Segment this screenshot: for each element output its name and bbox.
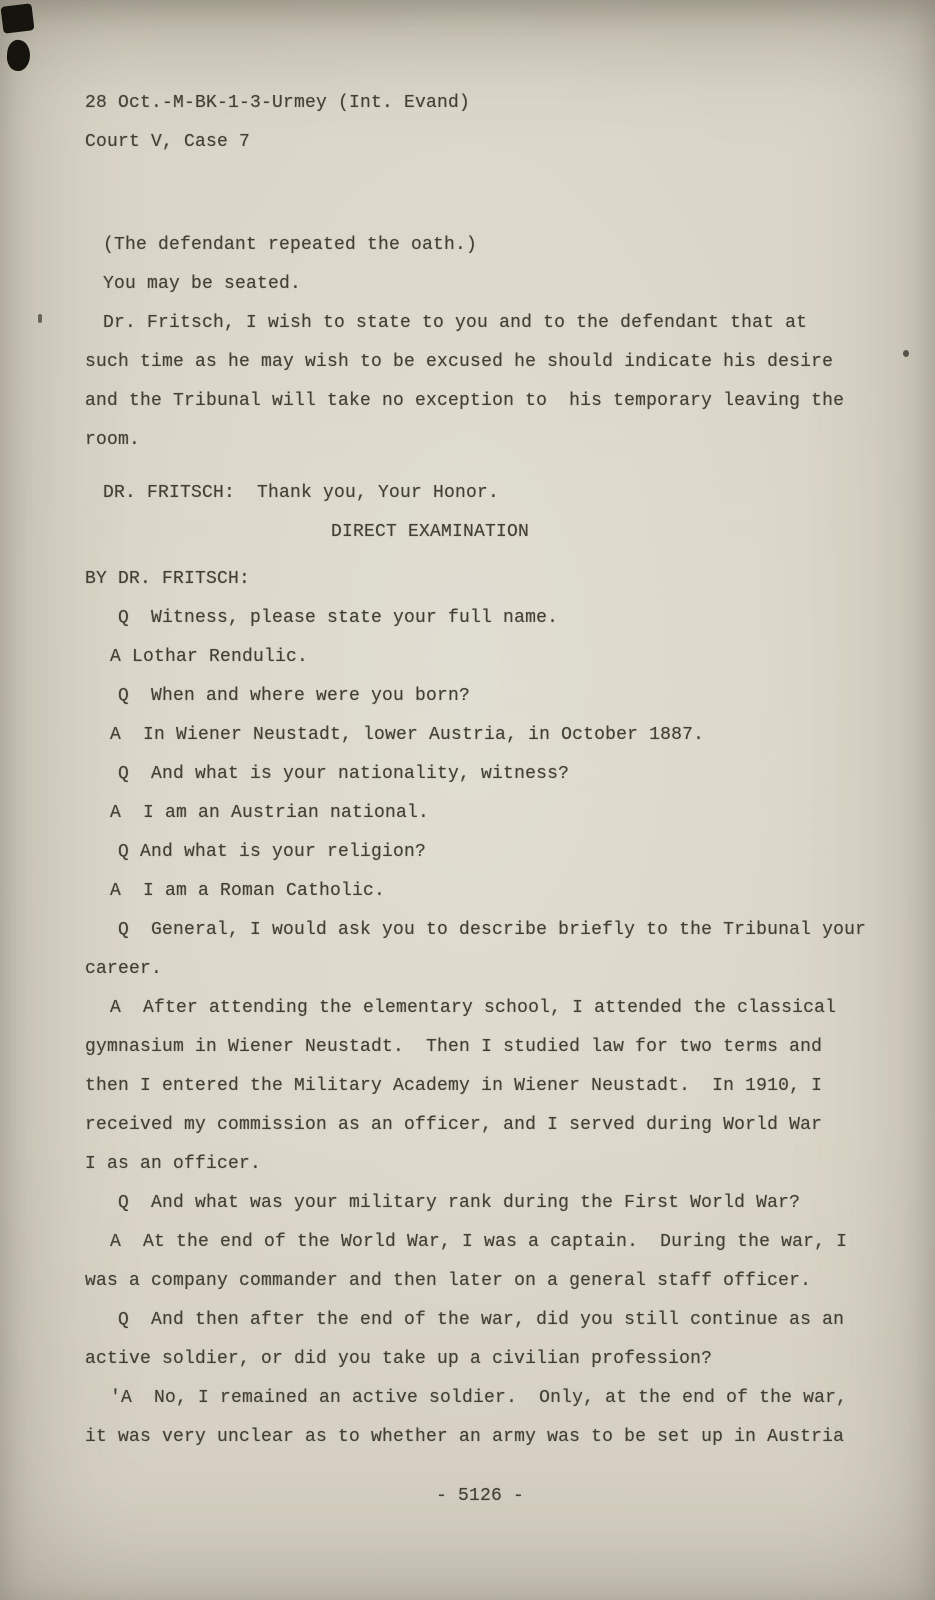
text-line: 'A No, I remained an active soldier. Only, at the end of the war, bbox=[110, 1388, 848, 1408]
text-line: Q When and where were you born? bbox=[118, 686, 471, 706]
text-line: I as an officer. bbox=[85, 1154, 262, 1174]
document-lines bbox=[85, 226, 885, 1457]
text-line: Q And what was your military rank during the First World War? bbox=[118, 1193, 801, 1213]
text-line: career. bbox=[85, 959, 163, 979]
text-line: and the Tribunal will take no exception to his temporary leaving the bbox=[85, 391, 845, 411]
header-line-1: 28 Oct.-M-BK-1-3-Urmey (Int. Evand) bbox=[85, 93, 471, 113]
text-line: Q And what is your religion? bbox=[118, 842, 427, 862]
text-line: Q General, I would ask you to describe briefly to the Tribunal your bbox=[118, 920, 867, 940]
page-number: - 5126 - bbox=[435, 1486, 524, 1506]
text-line: it was very unclear as to whether an army was to be set up in Austria bbox=[85, 1427, 845, 1447]
text-line: (The defendant repeated the oath.) bbox=[103, 235, 478, 255]
text-line: A In Wiener Neustadt, lower Austria, in October 1887. bbox=[110, 725, 705, 745]
scan-artifact bbox=[903, 350, 909, 357]
text-line: A After attending the elementary school, I attended the classical bbox=[110, 998, 837, 1018]
text-line: room. bbox=[85, 430, 141, 450]
text-line: Q And then after the end of the war, did you still continue as an bbox=[118, 1310, 845, 1330]
text-line: Q Witness, please state your full name. bbox=[118, 608, 559, 628]
text-line: A At the end of the World War, I was a captain. During the war, I bbox=[110, 1232, 848, 1252]
text-line: DIRECT EXAMINATION bbox=[330, 522, 530, 542]
scan-artifact bbox=[38, 314, 42, 323]
text-line: such time as he may wish to be excused he should indicate his desire bbox=[85, 352, 834, 372]
text-line: A I am an Austrian national. bbox=[110, 803, 430, 823]
text-line: Q And what is your nationality, witness? bbox=[118, 764, 570, 784]
text-line: received my commission as an officer, and I served during World War bbox=[85, 1115, 823, 1135]
text-line: A Lothar Rendulic. bbox=[110, 647, 309, 667]
text-line: gymnasium in Wiener Neustadt. Then I studied law for two terms and bbox=[85, 1037, 823, 1057]
text-line: You may be seated. bbox=[103, 274, 302, 294]
text-line: A I am a Roman Catholic. bbox=[110, 881, 386, 901]
text-line: Dr. Fritsch, I wish to state to you and to the defendant that at bbox=[103, 313, 808, 333]
text-line: DR. FRITSCH: Thank you, Your Honor. bbox=[103, 483, 500, 503]
scan-artifact bbox=[6, 39, 32, 72]
text-line: active soldier, or did you take up a civilian profession? bbox=[85, 1349, 713, 1369]
text-line: was a company commander and then later on a general staff officer. bbox=[85, 1271, 812, 1291]
document-header bbox=[85, 84, 885, 162]
text-line: then I entered the Military Academy in Wiener Neustadt. In 1910, I bbox=[85, 1076, 823, 1096]
text-line: BY DR. FRITSCH: bbox=[85, 569, 251, 589]
document-content bbox=[85, 84, 885, 1516]
header-line-2: Court V, Case 7 bbox=[85, 132, 251, 152]
scan-artifact bbox=[0, 3, 34, 34]
